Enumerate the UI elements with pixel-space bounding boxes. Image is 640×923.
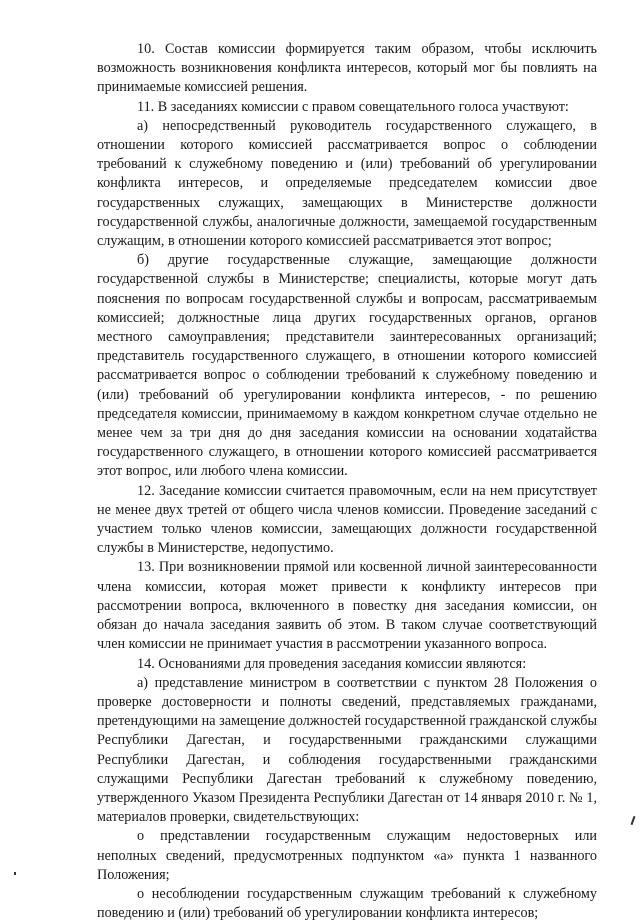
paragraph-12: 12. Заседание комиссии считается правомочным, если на нем присутствует не менее двух третей от общего числа членов комиссии. Проведение заседаний с участием только членов комиссии, замещающих должности государственной службы в Министерстве, недопустимо.: [97, 482, 597, 557]
scan-mark-right: [631, 816, 636, 825]
paragraph-14-a: а) представление министром в соответствии с пунктом 28 Положения о проверке достоверности и полноты сведений, представляемых гражданами, претендующими на замещение должностей государственной гражданской службы Республики Дагестан, и государственными гражданскими служащими Республики Дагестан, и соблюдения государственными гражданскими служащими Республики Дагестан требований к служебному поведению, утвержденного Указом Президента Республики Дагестан от 14 января 2010 г. № 1, материалов проверки, свидетельствующих:: [97, 674, 597, 826]
paragraph-11-b: б) другие государственные служащие, замещающие должности государственной службы в Министерстве; специалисты, которые могут дать пояснения по вопросам государственной службы и вопросам, рассматриваемым комиссией; должностные лица других государственных органов, органов местного самоуправления; представители заинтересованных организаций; представитель государственного служащего, в отношении которого комиссией рассматривается вопрос о соблюдении требований к служебному поведению и (или) требований об урегулировании конфликта интересов, - по решению председателя комиссии, принимаемому в каждом конкретном случае отдельно не менее чем за три дня до дня заседания комиссии на основании ходатайства государственного служащего, в отношении которого комиссией рассматривается этот вопрос, или любого члена комиссии.: [97, 252, 597, 480]
paragraph-14: 14. Основаниями для проведения заседания комиссии являются:: [137, 655, 527, 672]
document-page: [97, 40, 597, 923]
paragraph-14-a-item-1: о представлении государственным служащим недостоверных или неполных сведений, предусмотренных подпунктом «а» пункта 1 названного Положения;: [97, 828, 597, 883]
paragraph-11-a: а) непосредственный руководитель государственного служащего, в отношении которого комиссией рассматривается вопрос о соблюдении требований к служебному поведению и (или) требований об урегулировании конфликта интересов, и определяемые председателем комиссии двое государственных служащих, замещающих в Министерстве должности государственной службы, аналогичные должности, замещаемой государственным служащим, в отношении которого комиссией рассматривается этот вопрос;: [97, 117, 597, 250]
scan-mark-left: [14, 872, 16, 875]
paragraph-14-a-item-2: о несоблюдении государственным служащим требований к служебному поведению и (или) требований об урегулировании конфликта интересов;: [97, 885, 597, 922]
paragraph-11: 11. В заседаниях комиссии с правом совещательного голоса участвуют:: [137, 98, 569, 115]
paragraph-13: 13. При возникновении прямой или косвенной личной заинтересованности члена комиссии, которая может привести к конфликту интересов при рассмотрении вопроса, включенного в повестку дня заседания комиссии, он обязан до начала заседания заявить об этом. В таком случае соответствующий член комиссии не принимает участия в рассмотрении указанного вопроса.: [97, 559, 597, 653]
paragraph-10: 10. Состав комиссии формируется таким образом, чтобы исключить возможность возникновения конфликта интересов, который мог бы повлиять на принимаемые комиссией решения.: [97, 41, 597, 96]
